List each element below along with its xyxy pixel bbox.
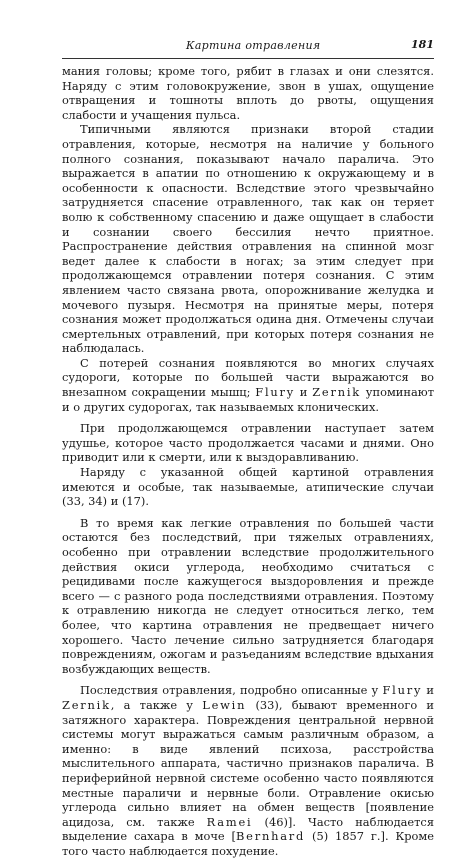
paragraph-6: В то время как легкие отравления по большей части остаются без последствий, при тяжелых отравлениях, особенно при отравлении вследствие продолжительного действия окиси углерода, необходимо считаться с рецидивами после кажущегося выздоровления и прежде всего — с разного рода последствиями отравления. Поэтому к отравлению никогда не следует относиться легко, тем более, что картина отравления не предвещает ничего хорошего. Часто лечение сильно затрудняется благодаря повреждениям, ожогам и разъеданиям вследствие вдыхания возбуждающих веществ. [62,515,434,676]
page-body [62,64,434,858]
paragraph-3: С потерей сознания появляются во многих случаях судороги, которые по большей части выражаются во внезапном сокращении мышц; Flury и Zernik упоминают и о других судорогах, так называемых клонических. [62,355,434,414]
paragraph-1: мания головы; кроме того, рябит в глазах и они слезятся. Наряду с этим головокружение, звон в ушах, ощущение отвращения и тошноты вплоть до рвоты, ощущения слабости и учащения пульса. [62,64,434,122]
paragraph-7: Последствия отравления, подробно описанные у Flury и Zernik, а также у Lewin (33), бывают временного и затяжного характера. Повреждения центральной нервной системы могут выражаться самым различным образом, а именно: в виде явлений психоза, расстройства мыслительного аппарата, частично признаков паралича. В периферийной нервной системе особенно часто появляются местные параличи и нервные боли. Отравление окисью углерода сильно влияет на обмен веществ [появление ацидоза, см. также Ramei (46)]. Часто наблюдается выделение сахара в моче [Bernhard (5) 1857 г.]. Кроме того часто наблюдается похудение. [62,683,435,858]
running-title: Картина отравления [186,39,321,52]
paragraph-5: Наряду с указанной общей картиной отравления имеются и особые, так называемые, атипические случаи (33, 34) и (17). [62,465,434,509]
header-rule [62,58,434,59]
paragraph-2: Типичными являются признаки второй стадии отравления, которые, несмотря на наличие у больного полного сознания, показывают начало паралича. Это выражается в апатии по отношению к окружающему и в особенности к опасности. Вследствие этого чрезвычайно затрудняется спасение отравленного, так как он теряет волю к собственному спасению и даже ощущает в слабости и сознании своего бессилия нечто приятное. Распространение действия отравления на спинной мозг ведет далее к слабости в ногах; за этим следует при продолжающемся отравлении потеря сознания. С этим явлением часто связана рвота, опорожнивание желудка и мочевого пузыря. Несмотря на принятые меры, потеря сознания может продолжаться одина дня. Отмечены случаи смертельных отравлений, при которых потеря сознания не наблюдалась. [62,122,434,356]
page-number: 181 [411,38,434,51]
running-header [62,38,434,54]
paragraph-4: При продолжающемся отравлении наступает затем удушье, которое часто продолжается часами и днями. Оно приводит или к смерти, или к выздоравливанию. [62,421,434,465]
